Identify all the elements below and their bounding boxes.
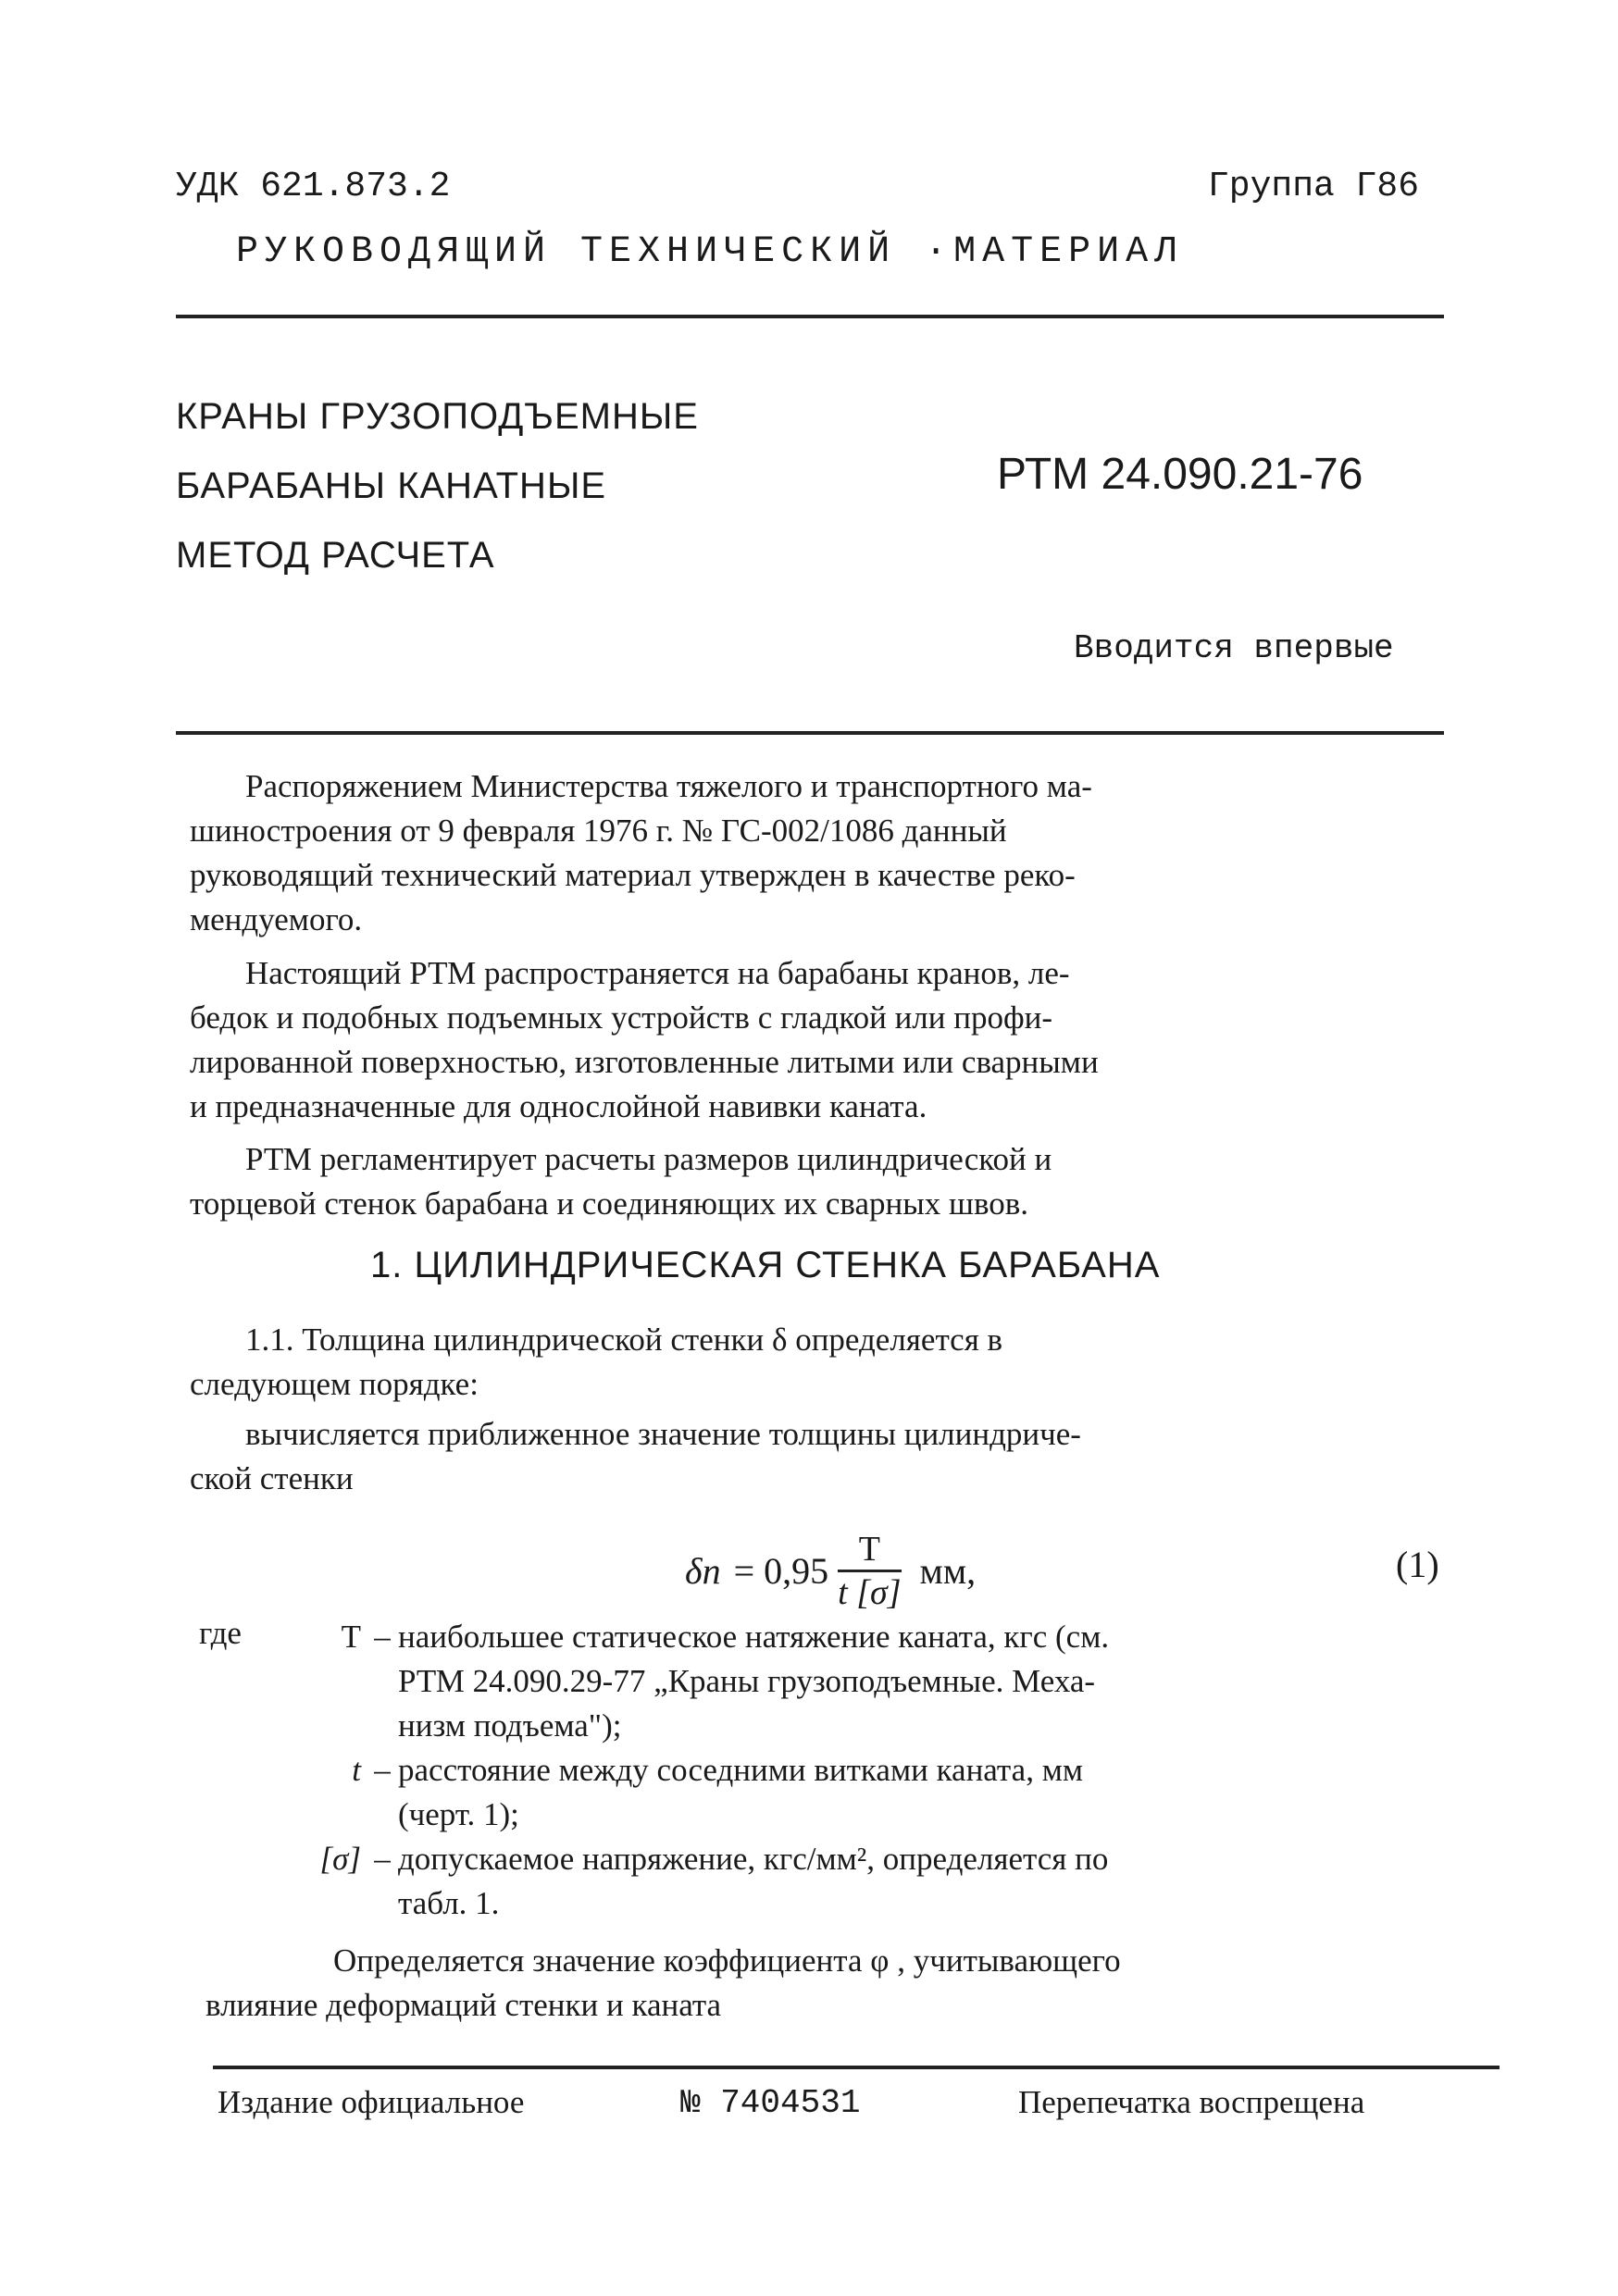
definition-sigma: [231, 1837, 1462, 1926]
text-line: Определяется значение коэффициента φ , учитывающего: [333, 1942, 1121, 1979]
title-line-3: МЕТОД РАСЧЕТА: [176, 535, 495, 576]
document-code: РТМ 24.090.21-76: [997, 450, 1363, 499]
reprint-prohibited: Перепечатка воспрещена: [1018, 2084, 1365, 2120]
top-divider: [176, 315, 1444, 318]
udc-code: УДК 621.873.2: [176, 167, 451, 206]
text-line: бедок и подобных подъемных устройств с гладкой или профи-: [190, 999, 1053, 1036]
symbol: t: [352, 1752, 361, 1788]
formula-number: (1): [1396, 1544, 1439, 1585]
text-line: РТМ регламентирует расчеты размеров цилиндрической и: [245, 1141, 1052, 1177]
print-number: № 7404531: [680, 2084, 861, 2122]
text-line: вычисляется приближенное значение толщины цилиндриче-: [245, 1416, 1081, 1452]
text-line: РТМ 24.090.29-77 „Краны грузоподъемные. Меха-: [398, 1663, 1096, 1699]
text-line: мендуемого.: [190, 901, 363, 937]
text-line: Распоряжением Министерства тяжелого и транспортного ма-: [245, 768, 1092, 804]
text-line: следующем порядке:: [190, 1366, 479, 1402]
text-line: низм подъема");: [398, 1707, 622, 1744]
formula-lhs: δп: [685, 1550, 721, 1592]
text-line: и предназначенные для однослойной навивки каната.: [190, 1088, 927, 1124]
text-line: допускаемое напряжение, кгс/мм², определяется по: [398, 1841, 1109, 1877]
text-line: руководящий технический материал утвержден в качестве реко-: [190, 857, 1076, 893]
dash: –: [374, 1841, 391, 1877]
definition-text: [398, 1615, 1462, 1748]
title-line-2: БАРАБАНЫ КАНАТНЫЕ: [176, 465, 607, 506]
status-note: Вводится впервые: [1074, 629, 1394, 667]
intro-paragraph-3: [190, 1137, 1458, 1226]
dash: –: [374, 1619, 391, 1655]
text-line: Настоящий РТМ распространяется на барабаны кранов, ле-: [245, 955, 1070, 991]
dash: –: [374, 1752, 391, 1788]
symbol: T: [341, 1619, 361, 1655]
footer-divider: [213, 2066, 1500, 2069]
text-line: (черт. 1);: [398, 1796, 519, 1832]
text-line: табл. 1.: [398, 1885, 500, 1921]
where-label: где: [199, 1615, 242, 1651]
section-heading: 1. ЦИЛИНДРИЧЕСКАЯ СТЕНКА БАРАБАНА: [370, 1245, 1161, 1285]
clause-1-1: [190, 1318, 1458, 1407]
text-line: 1.1. Толщина цилиндрической стенки δ определяется в: [245, 1322, 1003, 1358]
formula-coefficient: = 0,95: [733, 1550, 829, 1592]
formula-unit: мм,: [919, 1550, 977, 1592]
document-type: РУКОВОДЯЩИЙ ТЕХНИЧЕСКИЙ ·МАТЕРИАЛ: [236, 231, 1184, 273]
title-line-1: КРАНЫ ГРУЗОПОДЪЕМНЫЕ: [176, 396, 699, 437]
definition-text: [398, 1748, 1462, 1837]
text-line: шиностроения от 9 февраля 1976 г. № ГС-002/1086 данный: [190, 813, 1007, 849]
definition-text: [398, 1837, 1462, 1926]
group-code: Группа Г86: [1208, 167, 1420, 206]
variable-definitions: [231, 1615, 1462, 1926]
formula-numerator: T: [838, 1529, 901, 1572]
text-line: лированной поверхностью, изготовленные литыми или сварными: [190, 1044, 1099, 1080]
edition-note: Издание официальное: [218, 2084, 525, 2120]
title-divider: [176, 731, 1444, 735]
text-line: ской стенки: [190, 1460, 354, 1496]
text-line: торцевой стенок барабана и соединяющих их сварных швов.: [190, 1185, 1029, 1222]
formula-fraction: [838, 1529, 901, 1613]
intro-paragraph-1: [190, 764, 1458, 942]
definition-T: [231, 1615, 1462, 1748]
text-line: расстояние между соседними витками каната, мм: [398, 1752, 1083, 1788]
text-line: влияние деформаций стенки и каната: [205, 1987, 722, 2023]
text-line: наибольшее статическое натяжение каната, кгс (см.: [398, 1619, 1110, 1655]
clause-1-1-approx: [190, 1412, 1458, 1501]
formula-denominator: t [σ]: [838, 1573, 902, 1612]
symbol: [σ]: [319, 1841, 361, 1877]
intro-paragraph-2: [190, 951, 1458, 1129]
definition-t: [231, 1748, 1462, 1837]
coefficient-paragraph: [205, 1939, 1464, 2028]
formula-1: [685, 1529, 976, 1613]
